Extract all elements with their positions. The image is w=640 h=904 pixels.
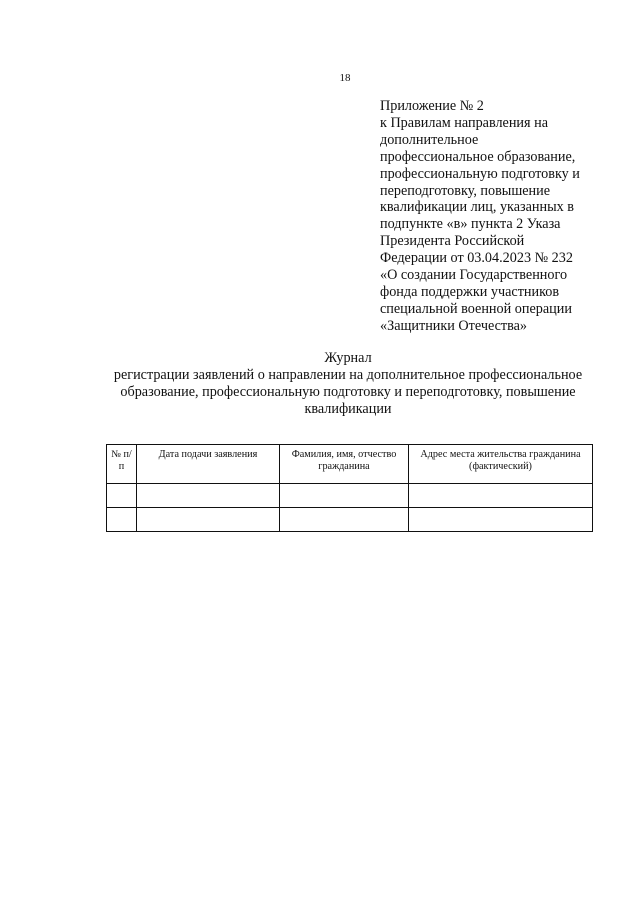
- column-header-number: № п/п: [107, 445, 137, 484]
- appendix-line: профессиональную подготовку и: [380, 165, 580, 182]
- column-header-full-name: Фамилия, имя, отчество гражданина: [280, 445, 409, 484]
- appendix-line: дополнительное: [380, 131, 479, 148]
- appendix-line: «О создании Государственного: [380, 267, 568, 284]
- table-cell: [280, 484, 409, 508]
- table-row: [107, 484, 593, 508]
- journal-subtitle-line: образование, профессиональную подготовку и переподготовку, повышение: [120, 383, 576, 400]
- appendix-line: фонда поддержки участников: [380, 283, 560, 300]
- journal-subtitle-line: квалификации: [304, 400, 392, 417]
- table-cell: [409, 484, 593, 508]
- appendix-line: профессиональное образование,: [380, 148, 576, 165]
- appendix-line: переподготовку, повышение: [380, 182, 551, 199]
- page-number: 18: [339, 72, 351, 84]
- appendix-line: Приложение № 2: [380, 98, 484, 114]
- registration-table: [106, 444, 593, 532]
- table-cell: [137, 508, 280, 532]
- column-header-address: Адрес места жительства гражданина (фактический): [409, 445, 593, 484]
- appendix-line: подпункте «в» пункта 2 Указа: [380, 216, 561, 233]
- appendix-line: Федерации от 03.04.2023 № 232: [380, 250, 573, 267]
- table-cell: [409, 508, 593, 532]
- table-cell: [280, 508, 409, 532]
- appendix-line: «Защитники Отечества»: [380, 317, 528, 334]
- journal-subtitle-line: регистрации заявлений о направлении на дополнительное профессиональное: [113, 366, 583, 383]
- appendix-line: Президента Российской: [380, 233, 525, 250]
- table-header-row: [107, 445, 593, 484]
- column-header-date: Дата подачи заявления: [137, 445, 280, 484]
- journal-heading: [100, 350, 596, 418]
- table-row: [107, 508, 593, 532]
- table-cell: [107, 484, 137, 508]
- journal-title: Журнал: [324, 350, 372, 366]
- appendix-line: квалификации лиц, указанных в: [380, 199, 574, 216]
- appendix-line: к Правилам направления на: [380, 114, 548, 131]
- appendix-line: специальной военной операции: [380, 300, 572, 317]
- table-cell: [107, 508, 137, 532]
- appendix-block: [380, 98, 620, 335]
- table-cell: [137, 484, 280, 508]
